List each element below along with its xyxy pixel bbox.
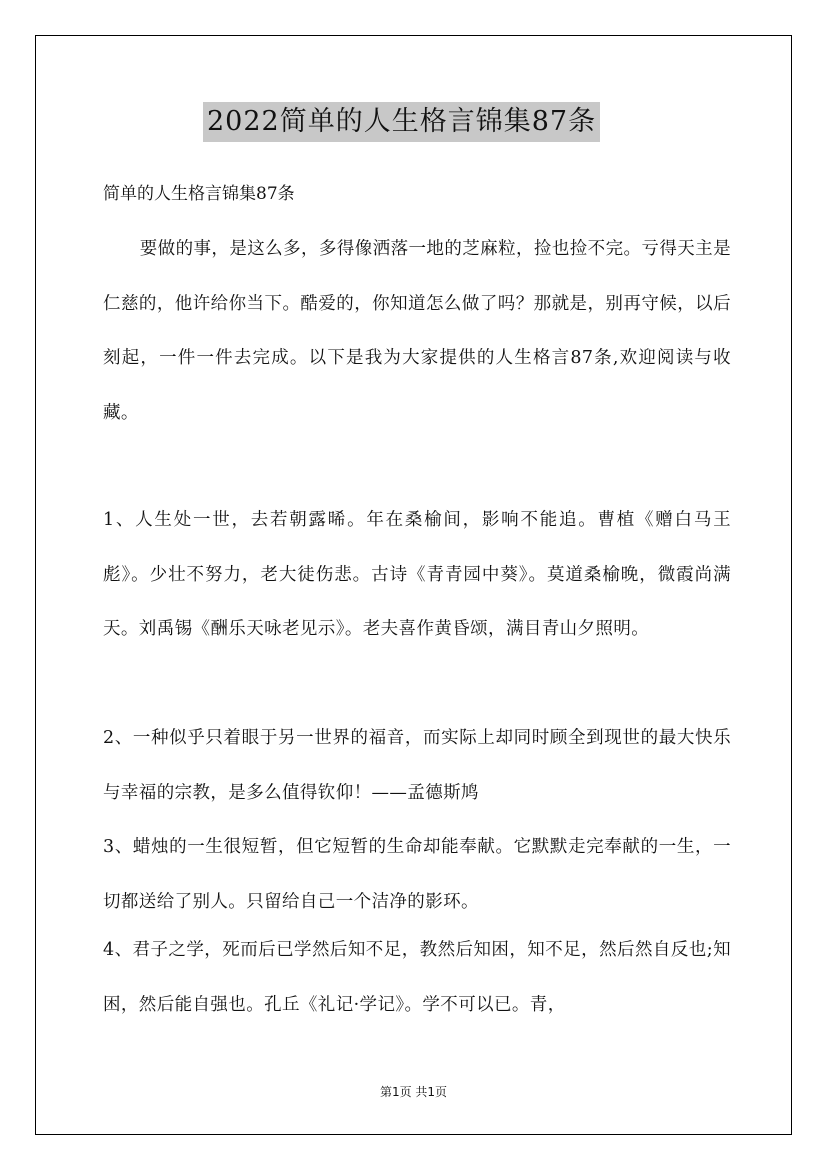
intro-paragraph: 要做的事，是这么多，多得像洒落一地的芝麻粒，捡也捡不完。亏得天主是仁慈的，他许给你当下。酷爱的，你知道怎么做了吗？那就是，别再守候，以后刻起，一件一件去完成。以下是我为大家提供的人生格言87条,欢迎阅读与收藏。: [103, 239, 731, 423]
document-subtitle: 简单的人生格言锦集87条: [103, 184, 295, 204]
list-item: 1、人生处一世，去若朝露晞。年在桑榆间，影响不能追。曹植《赠白马王彪》。少壮不努力，老大徒伤悲。古诗《青青园中葵》。莫道桑榆晚，微霞尚满天。刘禹锡《酬乐天咏老见示》。老夫喜作黄昏颂，满目青山夕照明。: [103, 510, 731, 639]
document-title: 2022简单的人生格言锦集87条: [203, 102, 600, 142]
page-number-footer: 第1页 共1页: [379, 1085, 448, 1099]
list-item: 3、蜡烛的一生很短暂，但它短暂的生命却能奉献。它默默走完奉献的一生，一切都送给了别人。只留给自己一个洁净的影环。: [103, 837, 731, 912]
list-item: 4、君子之学，死而后已学然后知不足，教然后知困，知不足，然后然自反也;知困，然后能自强也。孔丘《礼记·学记》。学不可以已。青，: [103, 940, 731, 1015]
list-item: 2、一种似乎只着眼于另一世界的福音，而实际上却同时顾全到现世的最大快乐与幸福的宗教，是多么值得钦仰！——孟德斯鸠: [103, 728, 731, 803]
